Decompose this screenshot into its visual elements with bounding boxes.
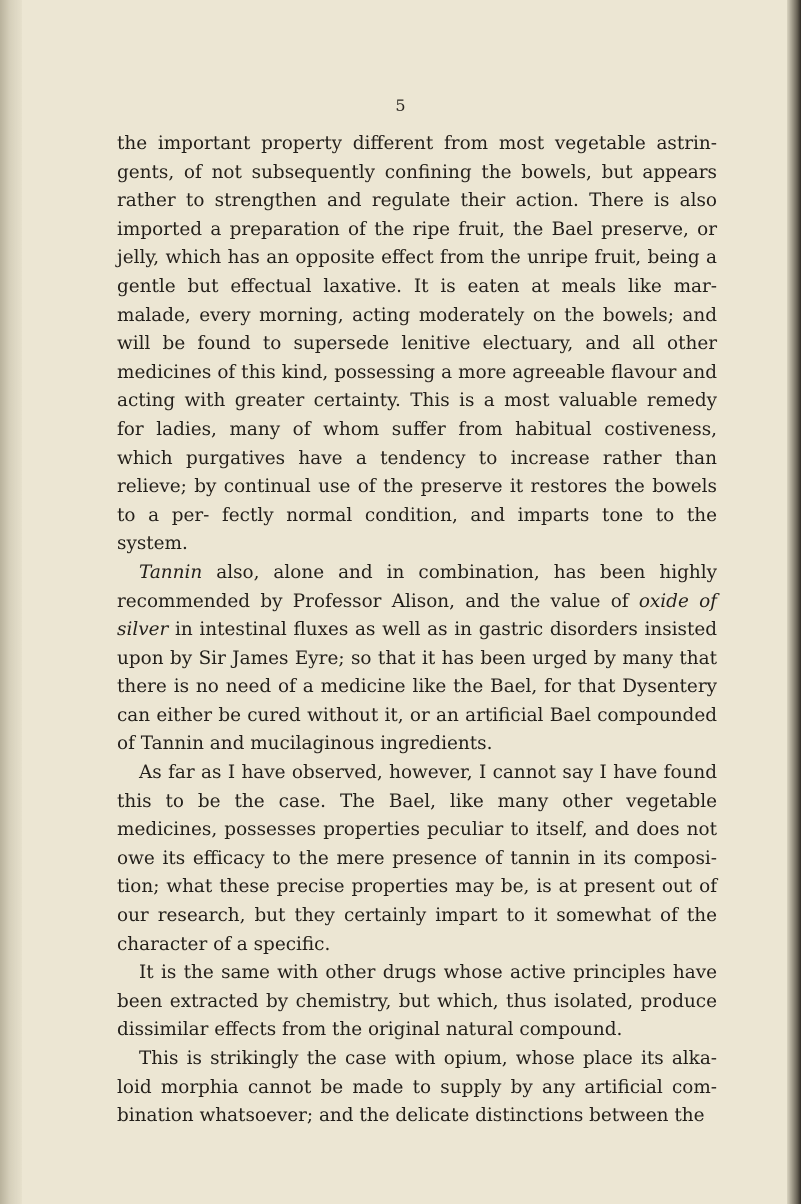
italic-term-tannin: Tannin bbox=[139, 561, 203, 583]
paragraph-2 bbox=[117, 559, 717, 759]
paragraph-5: This is strikingly the case with opium, whose place its alka- loid morphia cannot be made to supply by any artificial com- bination whatsoever; and the delicate distinctions between the bbox=[117, 1048, 717, 1127]
page-gutter-left bbox=[0, 0, 22, 1204]
paragraph-2-text-b: in intestinal fluxes as well as in gastric disorders insisted upon by Sir James Eyre; so that it has been urged by many that there is no need of a medicine like the Bael, for that Dysentery can either be cured without it, or an artificial Bael compounded of Tannin and mucilaginous ingredients. bbox=[117, 619, 717, 755]
paragraph-3: As far as I have observed, however, I cannot say I have found this to be the case. The Bael, like many other vegetable medicines, possesses properties peculiar to itself, and does not owe its efficacy to the mere presence of tannin in its composi- tion; what these precise properties may be, is at present out of our research, but they certainly impart to it somewhat of the character of a specific. bbox=[117, 762, 717, 955]
page-number: 5 bbox=[395, 96, 406, 115]
paragraph-2-text-a: also, alone and in combination, has been highly recommended by Professor Alison, and the value of bbox=[117, 561, 717, 612]
paragraph-4: It is the same with other drugs whose active principles have been extracted by chemistry, but which, thus isolated, produce dissimilar effects from the original natural compound. bbox=[117, 962, 717, 1041]
italic-term-oxide-of-silver: oxide of silver bbox=[117, 590, 717, 641]
body-text bbox=[117, 130, 717, 1131]
paragraph-1: the important property different from most vegetable astrin- gents, of not subsequently confining the bowels, but appears rather to strengthen and regulate their action. There is also imported a preparation of the ripe fruit, the Bael preserve, or jelly, which has an opposite effect from the unripe fruit, being a gentle but effectual laxative. It is eaten at meals like mar- malade, every morning, acting moderately on the bowels; and will be found to supersede lenitive electuary, and all other medicines of this kind, possessing a more agreeable flavour and acting with greater certainty. This is a most valuable remedy for ladies, many of whom suffer from habitual costiveness, which purgatives have a tendency to increase rather than relieve; by continual use of the preserve it restores the bowels to a per- fectly normal condition, and imparts tone to the system. bbox=[117, 133, 717, 555]
page-edge-right bbox=[787, 0, 801, 1204]
